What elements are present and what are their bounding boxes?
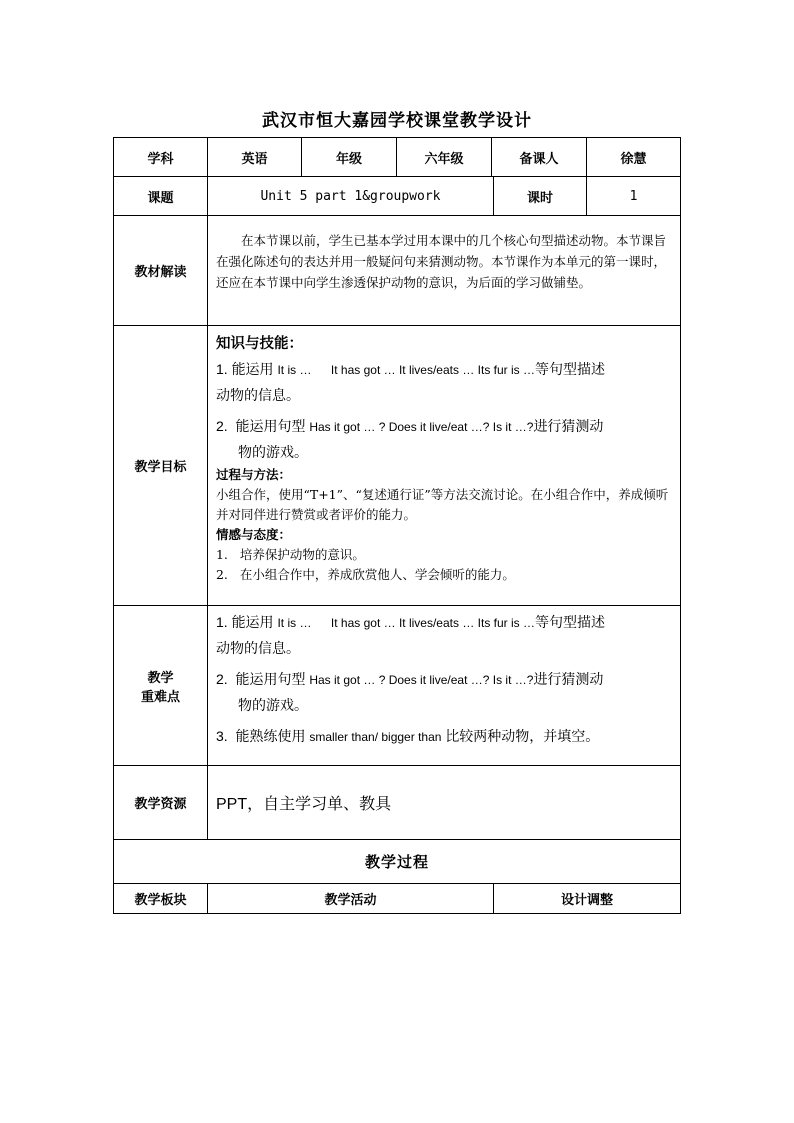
lesson-plan-table [113,137,681,914]
subject-label: 学科 [114,138,208,177]
key-point-1-text-a: 能运用 [231,614,274,630]
key-point-3-text-a: 能熟练使用 [235,728,306,744]
subject-value: 英语 [207,138,301,177]
process-col-module: 教学板块 [114,884,208,914]
emotion-item-2-text: 在小组合作中，养成欣赏他人、学会倾听的能力。 [239,567,515,582]
grade-value: 六年级 [396,138,491,177]
teacher-value: 徐慧 [586,138,680,177]
teacher-label: 备课人 [491,138,586,177]
key-point-2-cont: 物的游戏。 [237,697,308,713]
key-point-1-cont: 动物的信息。 [215,640,300,656]
key-point-3-number: 3. [215,728,228,744]
knowledge-item-1 [216,357,672,383]
knowledge-item-2-text-b: Has it got … ? Does it live/eat …? Is it …? [309,420,534,434]
key-point-2 [216,667,672,693]
topic-label: 课题 [114,177,208,216]
key-point-3-text-c: 比较两种动物，并填空。 [445,728,600,744]
key-point-2-number: 2. [215,671,228,687]
emotion-item-1 [216,545,672,565]
analysis-label: 教材解读 [114,216,208,326]
process-heading: 过程与方法： [215,467,291,482]
resources-value: PPT，自主学习单、教具 [207,766,680,840]
period-label: 课时 [493,177,586,216]
emotion-item-2-number: 2. [215,567,228,582]
emotion-item-1-number: 1. [215,547,228,562]
knowledge-item-1-text-c: It has got … It lives/eats … Its fur is … [330,363,535,377]
key-point-1-text-b: It is … [277,616,312,630]
key-points-row [114,606,681,766]
process-header-row [114,884,681,914]
knowledge-item-2-cont: 物的游戏。 [237,444,308,460]
knowledge-item-1-text-b: It is … [277,363,312,377]
key-point-1-text-c: It has got … It lives/eats … Its fur is … [330,616,535,630]
resources-row [114,766,681,840]
resources-label: 教学资源 [114,766,208,840]
key-points-label-line2: 重难点 [140,689,180,705]
knowledge-item-1-text-d: 等句型描述 [535,361,605,377]
process-col-activity: 教学活动 [207,884,493,914]
knowledge-item-2-text-a: 能运用句型 [235,418,306,434]
objectives-row [114,326,681,606]
emotion-item-1-text: 培养保护动物的意识。 [239,547,365,562]
key-point-2-text-a: 能运用句型 [235,671,306,687]
analysis-row [114,216,681,326]
objectives-label: 教学目标 [114,326,208,606]
process-text: 小组合作，使用“T+1”、“复述通行证”等方法交流讨论。在小组合作中，养成倾听并对同伴进行赞赏或者评价的能力。 [215,487,669,522]
key-point-1-text-d: 等句型描述 [535,614,605,630]
topic-value: Unit 5 part 1&groupwork [207,177,493,216]
emotion-heading: 情感与态度： [215,527,291,542]
knowledge-heading: 知识与技能： [215,336,303,352]
document-title: 武汉市恒大嘉园学校课堂教学设计 [262,111,532,131]
knowledge-item-2-text-c: 进行猜测动 [533,418,604,434]
key-point-2-text-c: 进行猜测动 [533,671,604,687]
analysis-text: 在本节课以前，学生已基本学过用本课中的几个核心句型描述动物。本节课旨在强化陈述句的表达并用一般疑问句来猜测动物。本节课作为本单元的第一课时，还应在本节课中向学生渗透保护动物的意识，为后面的学习做铺垫。 [215,233,666,290]
period-value: 1 [586,177,680,216]
key-points-label [114,606,208,766]
key-point-3 [216,724,672,750]
knowledge-item-2-number: 2. [215,418,228,434]
process-title: 教学过程 [114,840,681,884]
knowledge-item-2 [216,414,672,440]
key-points-label-line1: 教学 [147,670,174,686]
grade-label: 年级 [301,138,396,177]
key-point-3-text-b: smaller than/ bigger than [309,730,442,744]
key-point-1-number: 1. [215,614,228,630]
key-point-1 [216,610,672,636]
knowledge-item-1-text-a: 能运用 [231,361,274,377]
process-title-row [114,840,681,884]
knowledge-item-1-cont: 动物的信息。 [215,387,300,403]
emotion-item-2 [216,565,672,585]
key-point-2-text-b: Has it got … ? Does it live/eat …? Is it …? [309,673,534,687]
knowledge-item-1-number: 1. [215,361,228,377]
process-col-adjustment: 设计调整 [493,884,680,914]
header-row [114,138,681,177]
topic-row [114,177,681,216]
